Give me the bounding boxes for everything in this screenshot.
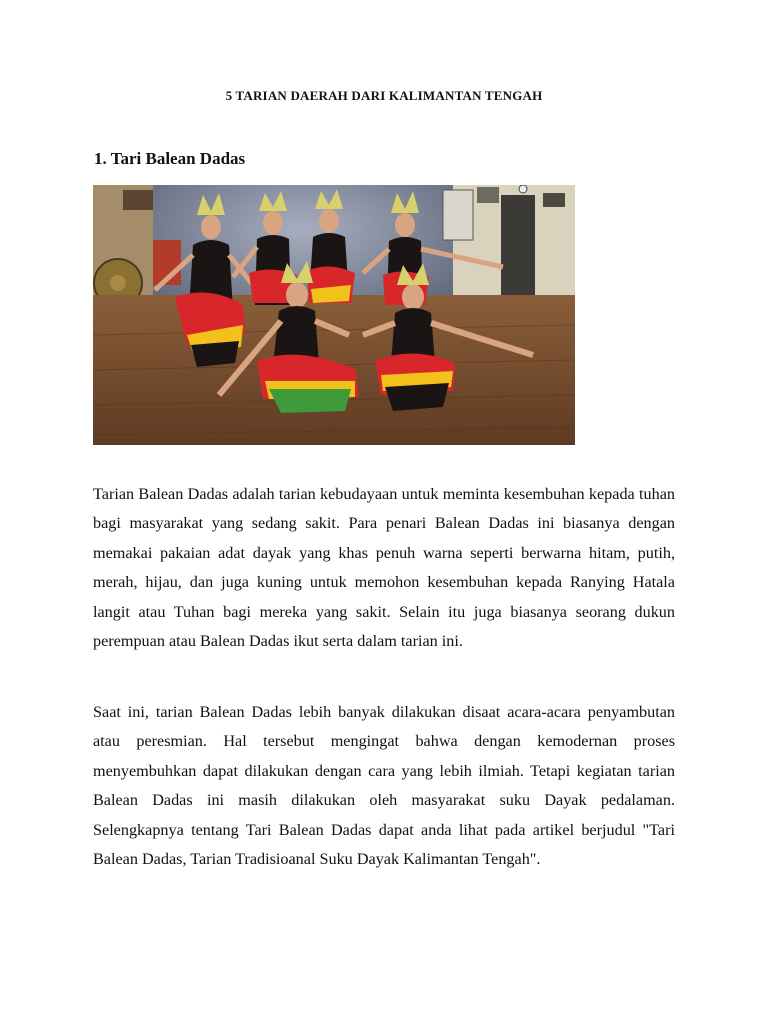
paragraph-1: Tarian Balean Dadas adalah tarian kebudayaan untuk meminta kesembuhan kepada tuhan bagi masyarakat yang sedang sakit. Para penari Balean Dadas ini biasanya dengan memakai pakaian adat dayak yang khas penuh warna seperti berwarna hitam, putih, merah, hijau, dan juga kuning untuk memohon kesembuhan kepada Ranying Hatala langit atau Tuhan bagi mereka yang sakit. Selain itu juga biasanya seorang dukun perempuan atau Balean Dadas ikut serta dalam tarian ini.	[93, 485, 675, 651]
page-title: 5 TARIAN DAERAH DARI KALIMANTAN TENGAH	[225, 88, 543, 103]
section-heading: 1. Tari Balean Dadas	[94, 149, 246, 168]
dancers-photo	[93, 185, 575, 445]
paragraph-2: Saat ini, tarian Balean Dadas lebih banyak dilakukan disaat acara-acara penyambutan atau peresmian. Hal tersebut mengingat bahwa dengan kemodernan proses menyembuhkan dapat dilakukan dengan cara yang lebih ilmiah. Tetapi kegiatan tarian Balean Dadas ini masih dilakukan oleh masyarakat suku Dayak pedalaman. Selengkapnya tentang Tari Balean Dadas dapat anda lihat pada artikel berjudul "Tari Balean Dadas, Tarian Tradisioanal Suku Dayak Kalimantan Tengah".	[93, 703, 675, 869]
